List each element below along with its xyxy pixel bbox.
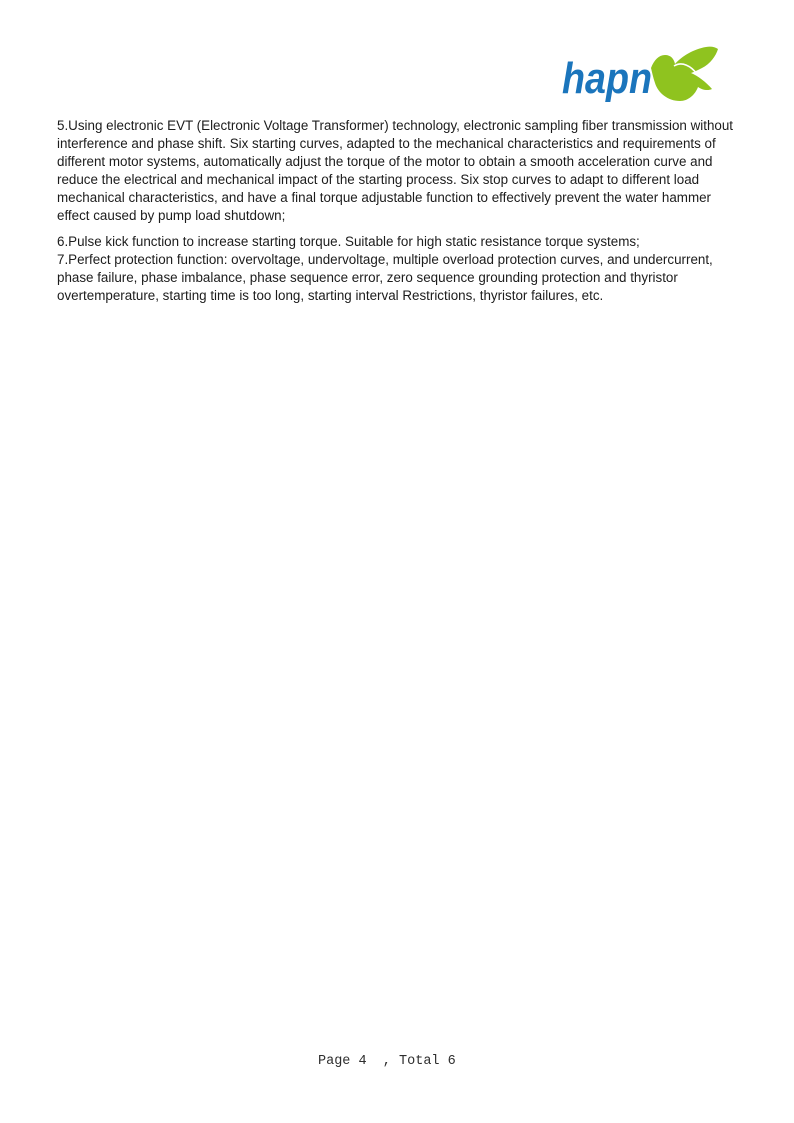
page-number-label: Page 4 , Total 6 <box>318 1054 456 1069</box>
logo-wordmark: hapn <box>562 54 652 103</box>
paragraph-7: 7.Perfect protection function: overvoltage, undervoltage, multiple overload protection curves, and undercurrent, phase failure, phase imbalance, phase sequence error, zero sequence grounding protection and thyristor overtemperature, starting time is too long, starting interval Restrictions, thyristor failures, etc. <box>57 252 713 303</box>
paragraph-6: 6.Pulse kick function to increase starting torque. Suitable for high static resistance torque systems; <box>57 234 640 249</box>
paragraph-5: 5.Using electronic EVT (Electronic Voltage Transformer) technology, electronic sampling fiber transmission without interference and phase shift. Six starting curves, adapted to the mechanical characteristics and requirements of different motor systems, automatically adjust the torque of the motor to obtain a smooth acceleration curve and reduce the electrical and mechanical impact of the starting process. Six stop curves to adapt to different load mechanical characteristics, and have a final torque adjustable function to effectively prevent the water hammer effect caused by pump load shutdown; <box>57 118 734 223</box>
dove-icon <box>651 47 718 101</box>
company-logo <box>562 46 720 103</box>
body-text <box>57 117 738 305</box>
logo-graphic <box>562 46 720 103</box>
